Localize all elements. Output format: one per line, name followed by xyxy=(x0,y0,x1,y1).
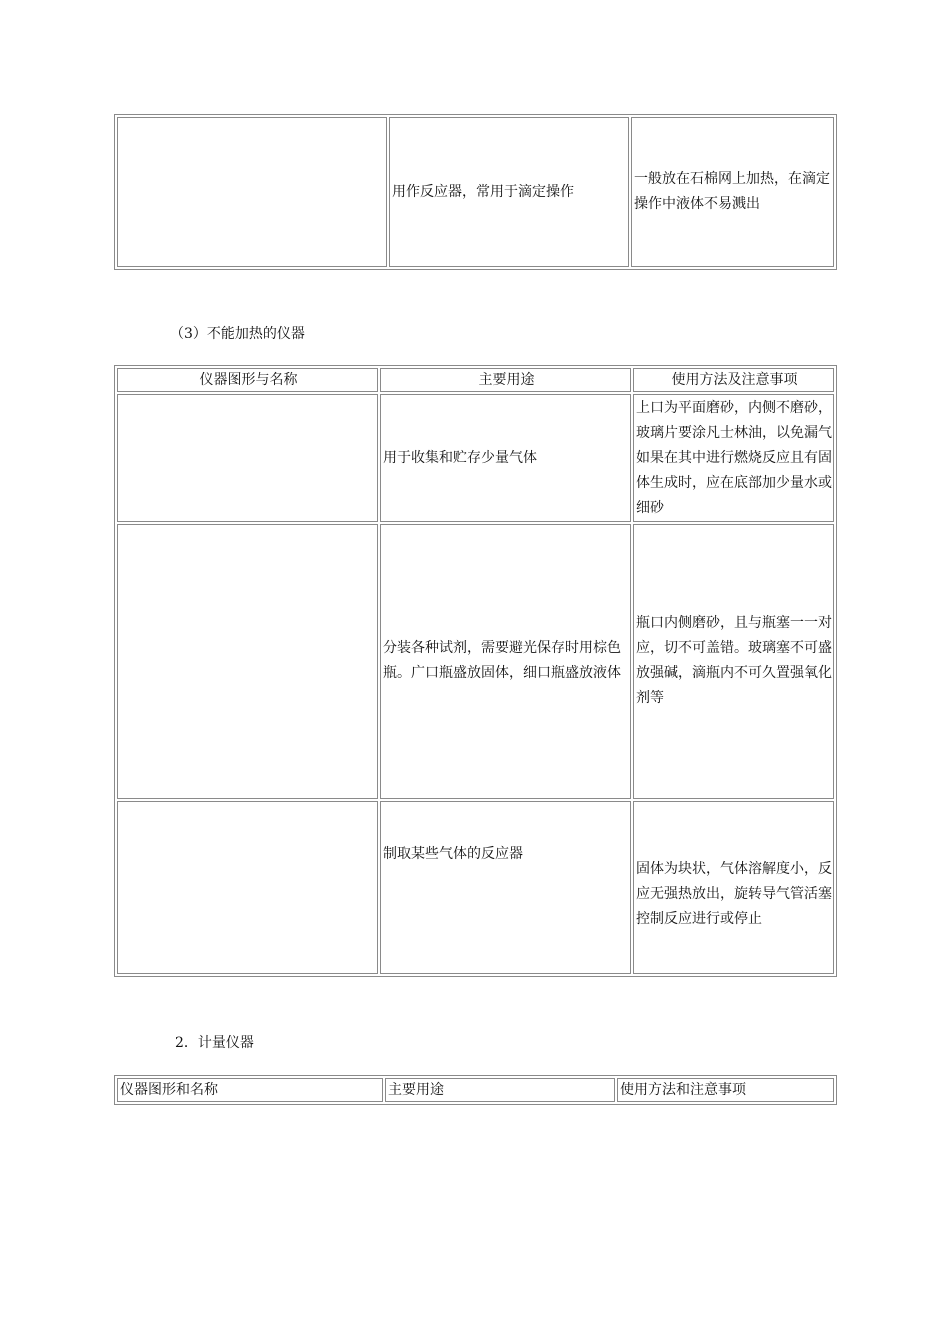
table-header-row xyxy=(117,368,834,392)
main-use-cell: 制取某些气体的反应器 xyxy=(380,801,631,974)
instrument-image-cell xyxy=(117,117,387,267)
section-heading-non-heatable: （3）不能加热的仪器 xyxy=(170,326,305,342)
usage-note-cell: 固体为块状，气体溶解度小，反应无强热放出，旋转导气管活塞控制反应进行或停止 xyxy=(633,801,834,974)
instrument-image-cell xyxy=(117,801,378,974)
usage-note-cell: 一般放在石棉网上加热，在滴定操作中液体不易溅出 xyxy=(631,117,834,267)
main-use-cell: 用于收集和贮存少量气体 xyxy=(380,394,631,522)
main-use-cell: 分装各种试剂，需要避光保存时用棕色瓶。广口瓶盛放固体，细口瓶盛放液体 xyxy=(380,524,631,798)
header-usage-note: 使用方法及注意事项 xyxy=(633,368,834,392)
instrument-image-cell xyxy=(117,524,378,798)
usage-note-cell: 上口为平面磨砂，内侧不磨砂，玻璃片要涂凡士林油，以免漏气如果在其中进行燃烧反应且有固体生成时，应在底部加少量水或细砂 xyxy=(633,394,834,522)
header-usage-note: 使用方法和注意事项 xyxy=(617,1078,834,1102)
section-heading-measuring: 2．计量仪器 xyxy=(175,1035,254,1051)
table-row xyxy=(117,524,834,798)
header-main-use: 主要用途 xyxy=(385,1078,615,1102)
table-continued xyxy=(114,114,837,270)
instrument-image-cell xyxy=(117,394,378,522)
table-row xyxy=(117,394,834,522)
table-measuring-instruments xyxy=(114,1075,837,1105)
table-header-row xyxy=(117,1078,834,1102)
table-row xyxy=(117,117,834,267)
main-use-cell: 用作反应器，常用于滴定操作 xyxy=(389,117,629,267)
table-non-heatable-instruments xyxy=(114,365,837,977)
usage-note-cell: 瓶口内侧磨砂，且与瓶塞一一对应，切不可盖错。玻璃塞不可盛放强碱，滴瓶内不可久置强氧化剂等 xyxy=(633,524,834,798)
table-row xyxy=(117,801,834,974)
header-main-use: 主要用途 xyxy=(380,368,631,392)
header-instrument: 仪器图形和名称 xyxy=(117,1078,383,1102)
header-instrument: 仪器图形与名称 xyxy=(117,368,378,392)
